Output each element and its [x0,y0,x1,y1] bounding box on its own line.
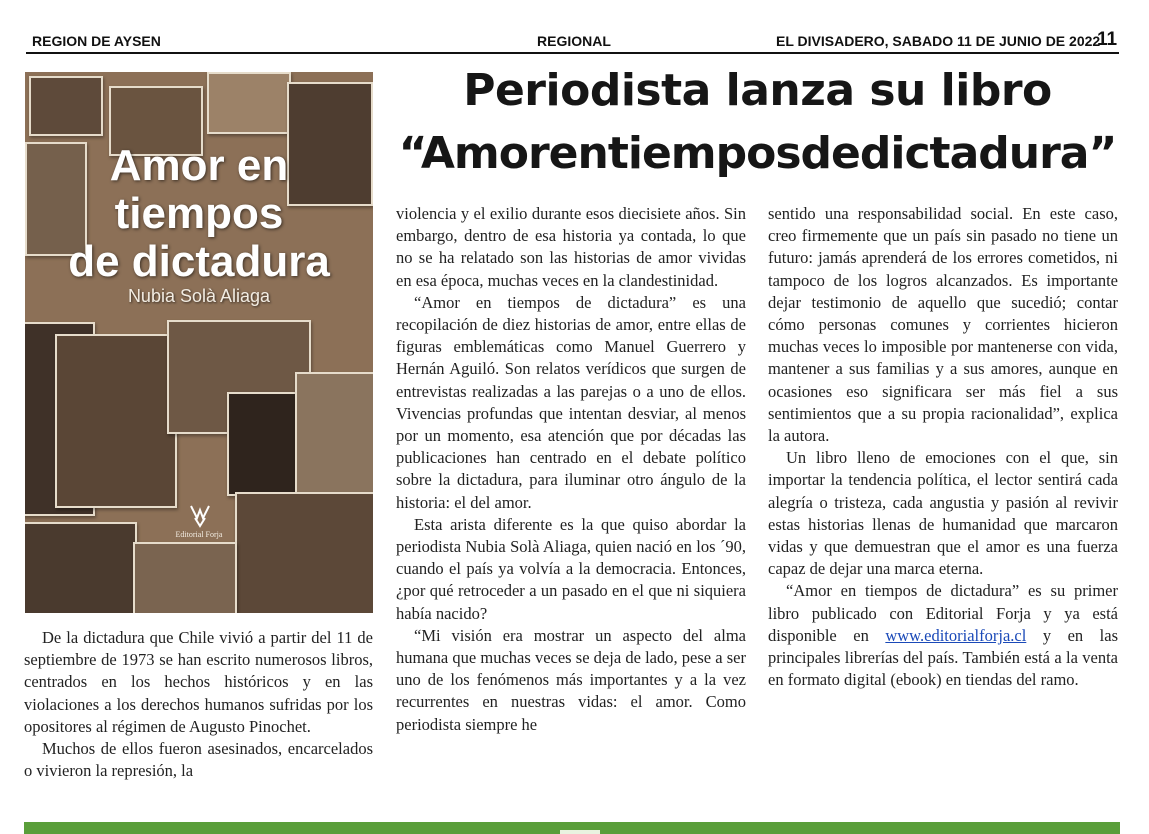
article-paragraph-4: Esta arista diferente es la que quiso abordar la periodista Nubia Solà Aliaga, quien nació en los ´90, cuando el país ya volvía a la democracia. Entonces, ¿por qué retroceder a un pasado en el que ni siquiera había nacido? [396,514,746,623]
article-paragraph-7 [768,580,1118,691]
article-column-1 [24,627,373,782]
header-date: EL DIVISADERO, SABADO 11 DE JUNIO DE 2022 [776,33,1101,49]
cover-title [25,142,373,286]
cover-title-line-3: de dictadura [68,237,330,286]
cover-title-line-2: tiempos [114,189,284,238]
article-column-3 [768,203,1118,691]
article-paragraph-2-start: Muchos de ellos fueron asesinados, encarcelados o vivieron la represión, la [24,739,373,781]
article-paragraph-5-start: “Mi visión era mostrar un aspecto del alma humana que muchas veces se deja de lado, pese a ser uno de los fenómenos más importantes y a la vez recurrentes en nuestras vidas: el amor. Como periodista siempre he [396,625,746,734]
bottom-bar-mark [560,830,600,834]
article-paragraph-6: Un libro lleno de emociones con el que, sin importar la tendencia política, el lector sentirá cada alegría o tristeza, cada angustia y pasión al revivir estas historias llenas de humanidad que marcaron vidas y que demuestran que el amor es una fuerza capaz de dejar una marca eterna. [768,448,1118,579]
headline-line-2: “Amorentiemposdedictadura” [398,128,1117,179]
article-paragraph-3: “Amor en tiempos de dictadura” es una recopilación de diez historias de amor, entre ellas de figuras emblemáticas como Manuel Guerrero y Hernán Aguiló. Son relatos verídicos que surgen de entrevistas realizadas a las parejas o a uno de ellos. Vivencias profundas que intentan desviar, al menos por un momento, esa atención que por décadas las publicaciones han centrado en el debate político sobre la dictadura, para iluminar otro ángulo de la historia: el del amor. [396,292,746,512]
paragraph-7-text-a: “Amor en tiempos de dictadura” es su primer libro publicado con Editorial Forja y ya está disponible en [768,581,1118,645]
article-paragraph-1: De la dictadura que Chile vivió a partir del 11 de septiembre de 1973 se han escrito numerosos libros, centrados en los hechos históricos y en las violaciones a los derechos humanos sufridas por los opositores al régimen de Augusto Pinochet. [24,628,373,736]
article-paragraph-5: sentido una responsabilidad social. En este caso, creo firmemente que un país sin pasado no tiene un futuro: jamás aprenderá de los errores cometidos, ni tampoco de los logros alcanzados. Es importante dejar testimonio de aquello que sucedió; contar cómo personas comunes y corrientes hicieron muchas veces lo imposible por mantenerse con vida, mantener a sus familias y a sus amores, aunque en ocasiones eso significara ser más fiel a sus sentimientos que a su propia racionalidad”, explica la autora. [768,204,1118,446]
headline-line-1: Periodista lanza su libro [463,65,1052,116]
header-section: REGIONAL [537,33,611,49]
article-column-2 [396,203,746,736]
cover-title-line-1: Amor en [109,141,289,190]
book-cover-image [25,72,373,613]
cover-author: Nubia Solà Aliaga [127,286,271,306]
page-number: 11 [1097,29,1118,50]
publisher-name: Editorial Forja [175,530,223,539]
article-paragraph-2: violencia y el exilio durante esos diecisiete años. Sin embargo, dentro de esa historia ya contada, lo que no se ha relatado son las historias de amor vividas en esa época, muchas veces en la clandestinidad. [396,204,746,290]
header-region: REGION DE AYSEN [32,33,161,49]
publisher-logo-icon [189,504,211,528]
paragraph-7-text-b: y en las principales librerías del país. También está a la venta en formato digital (ebook) en tiendas del ramo. [768,625,1118,690]
publisher-website-link[interactable]: www.editorialforja.cl [885,625,1027,645]
header-rule [26,52,1119,54]
